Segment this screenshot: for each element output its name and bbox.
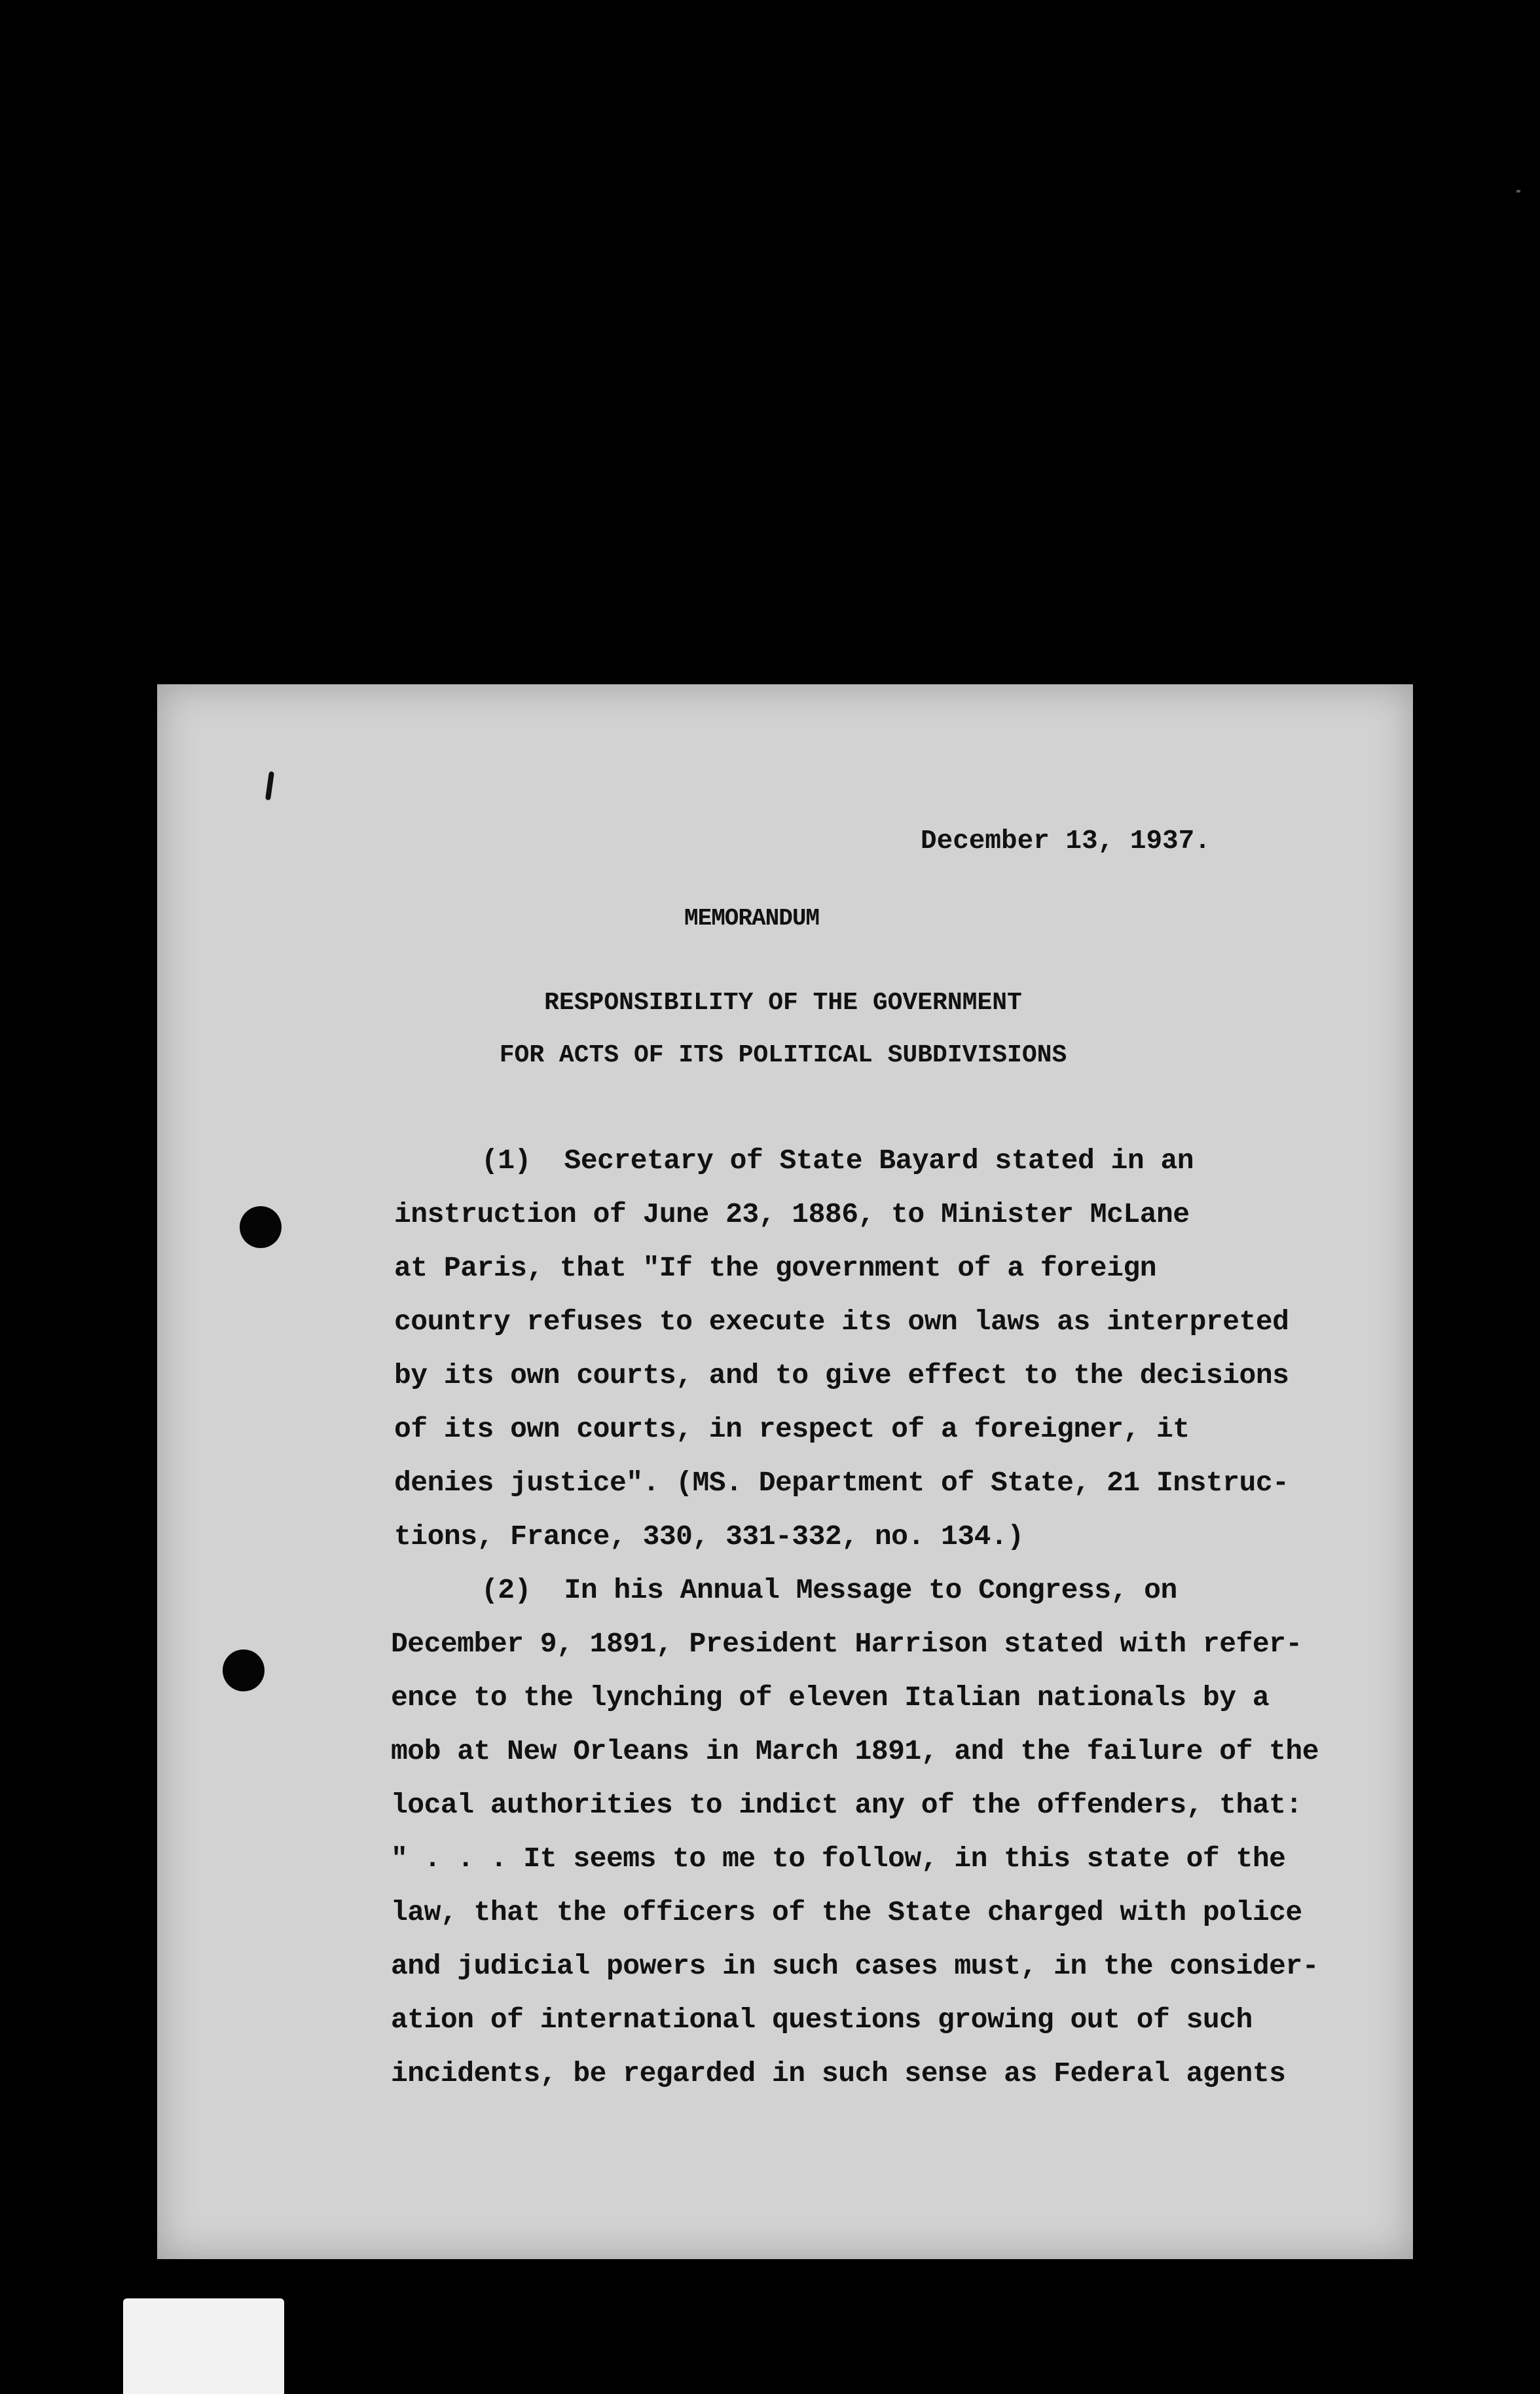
punch-hole	[240, 1206, 282, 1248]
body-text-line: country refuses to execute its own laws as interpreted	[394, 1306, 1289, 1338]
body-text-line: instruction of June 23, 1886, to Minister McLane	[394, 1198, 1190, 1230]
document-date: December 13, 1937.	[921, 826, 1211, 856]
body-text-line: law, that the officers of the State charged with police	[391, 1896, 1302, 1928]
film-frame-tab	[123, 2298, 284, 2394]
body-text-line: by its own courts, and to give effect to the decisions	[394, 1359, 1289, 1391]
body-text-line: tions, France, 330, 331-332, no. 134.)	[394, 1520, 1024, 1553]
body-text-line: of its own courts, in respect of a foreigner, it	[394, 1413, 1190, 1445]
subject-line: FOR ACTS OF ITS POLITICAL SUBDIVISIONS	[499, 1041, 1067, 1069]
body-text-line: incidents, be regarded in such sense as Federal agents	[391, 2057, 1286, 2090]
body-text-line: ence to the lynching of eleven Italian nationals by a	[391, 1682, 1270, 1714]
body-text-line: (1) Secretary of State Bayard stated in an	[481, 1145, 1194, 1177]
body-text-line: mob at New Orleans in March 1891, and the failure of the	[391, 1735, 1319, 1767]
body-text-line: December 9, 1891, President Harrison stated with refer-	[391, 1628, 1302, 1660]
subject-line: RESPONSIBILITY OF THE GOVERNMENT	[544, 989, 1022, 1017]
body-text-line: and judicial powers in such cases must, in the consider-	[391, 1950, 1319, 1982]
body-text-line: local authorities to indict any of the offenders, that:	[391, 1789, 1302, 1821]
body-text-line: at Paris, that "If the government of a foreign	[394, 1252, 1156, 1284]
memo-heading: MEMORANDUM	[684, 905, 820, 932]
body-text-line: " . . . It seems to me to follow, in this state of the	[391, 1843, 1286, 1875]
body-text-line: denies justice". (MS. Department of State, 21 Instruc-	[394, 1467, 1289, 1499]
body-text-line: (2) In his Annual Message to Congress, on	[481, 1574, 1177, 1606]
body-text-line: ation of international questions growing out of such	[391, 2004, 1253, 2036]
film-speck	[1516, 190, 1520, 193]
punch-hole	[223, 1649, 265, 1691]
